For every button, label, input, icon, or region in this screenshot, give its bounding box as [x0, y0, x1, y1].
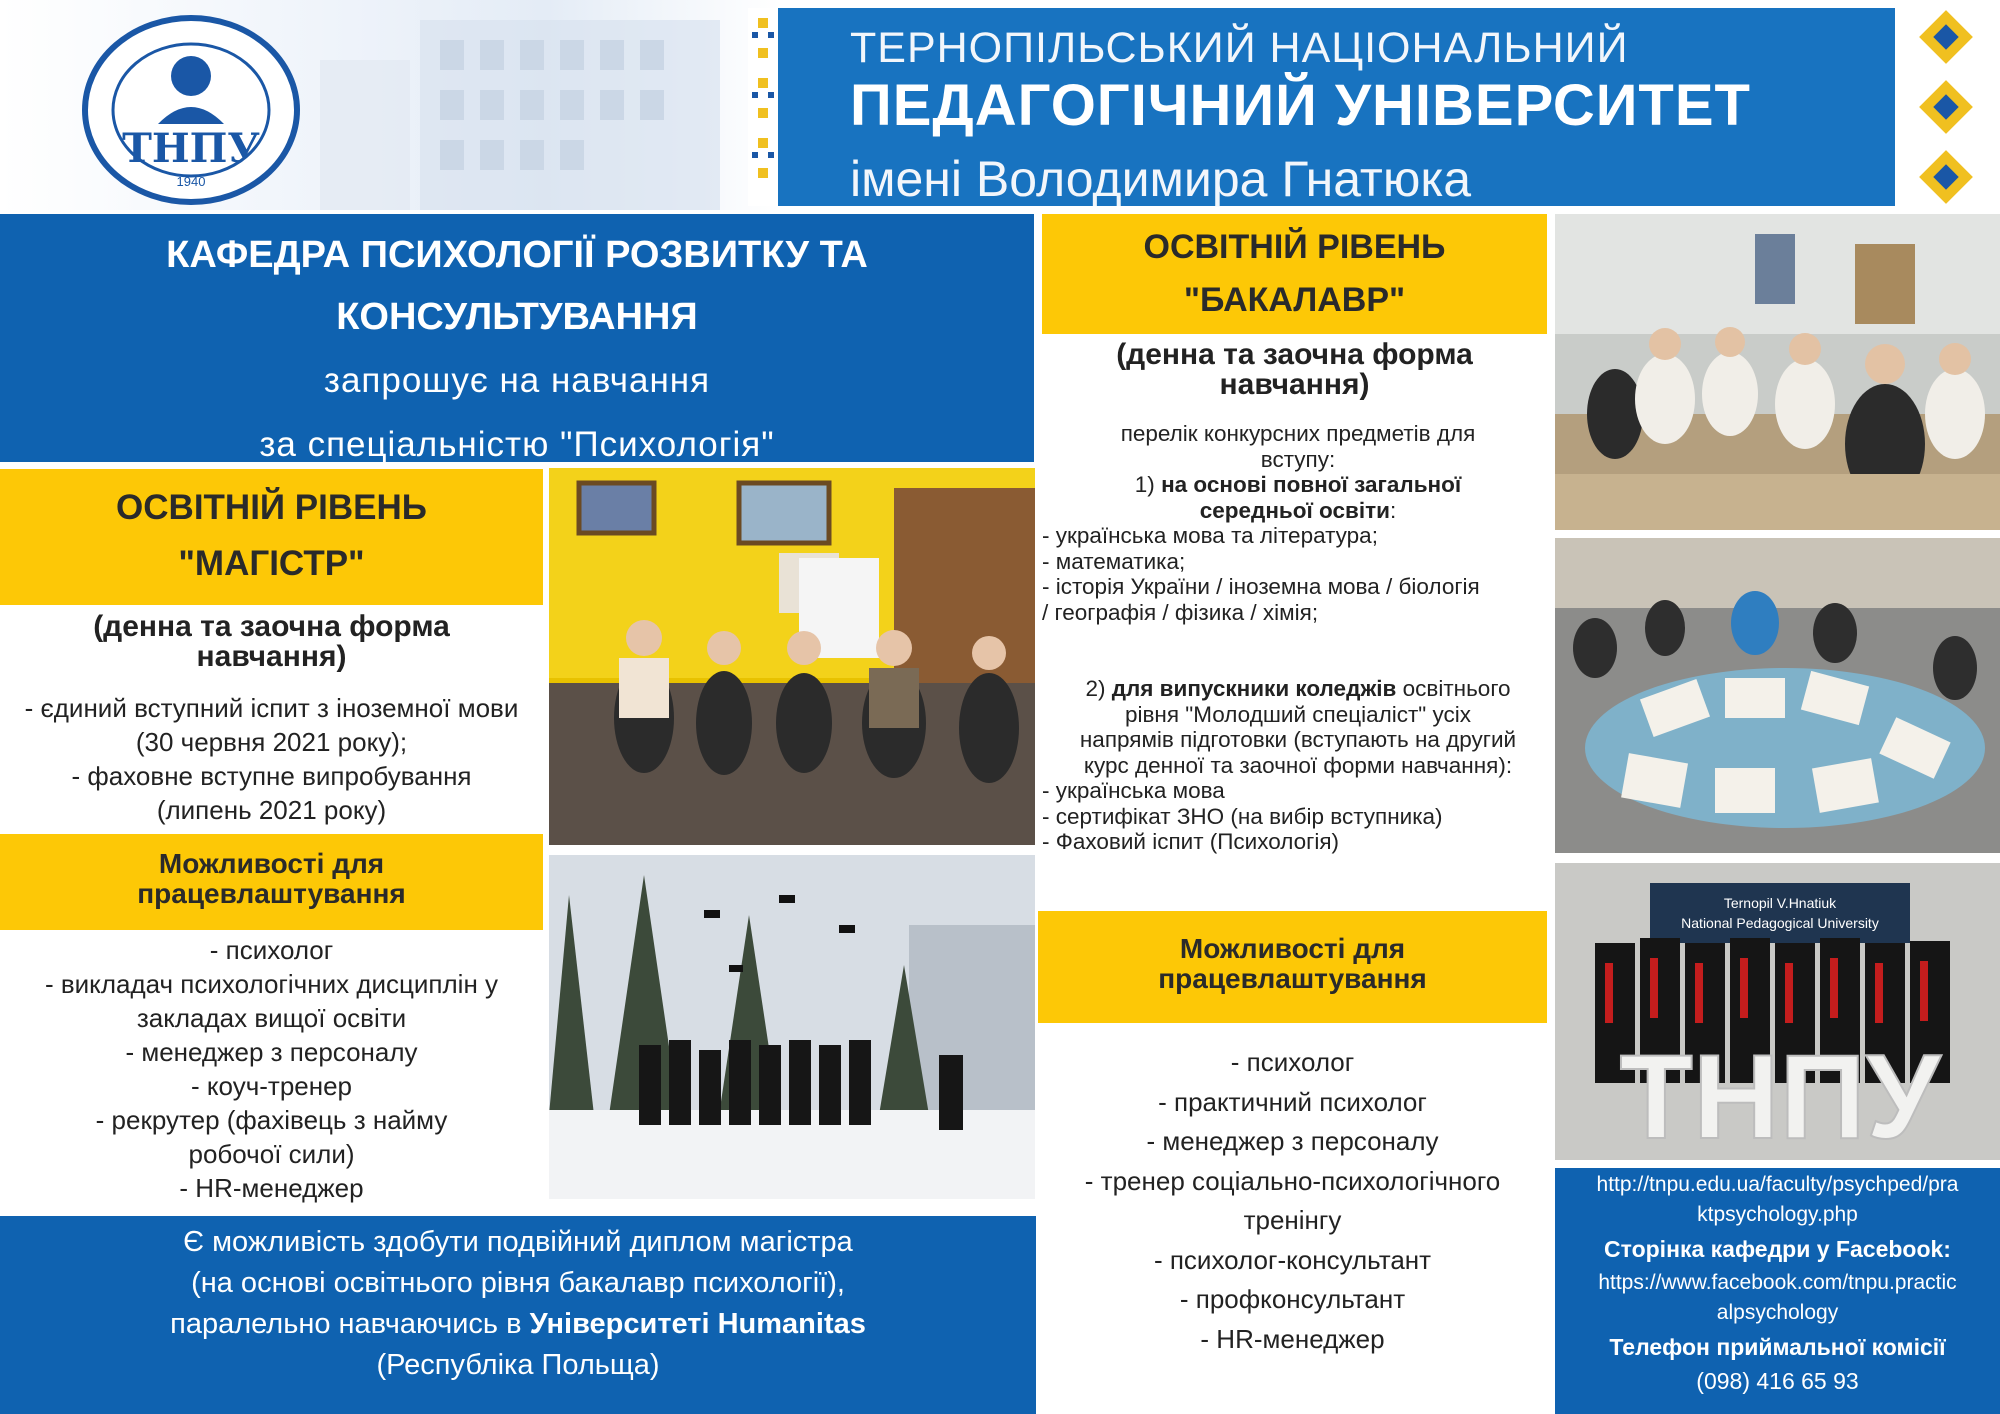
bachelor-careers-list — [1038, 1043, 1547, 1359]
bachelor-form-line1: (денна та заочна форма — [1116, 338, 1473, 371]
subject-item: / географія / фізика / хімія; — [1042, 599, 1319, 625]
bachelor-level-title — [1042, 214, 1547, 334]
bachelor-title-line2: "БАКАЛАВР" — [1183, 281, 1406, 319]
spacer — [1042, 625, 1554, 676]
master-careers-title-line2: працевлаштування — [137, 878, 406, 909]
photo-graduates-snow — [549, 855, 1035, 1199]
master-career-item: - психолог — [209, 935, 334, 965]
bachelor-career-item: - практичний психолог — [1158, 1086, 1427, 1117]
subject-item: - історія України / іноземна мова / біологія — [1042, 574, 1480, 599]
contacts-block — [1555, 1168, 2000, 1414]
bachelor-career-item: - тренер соціально-психологічного — [1084, 1165, 1501, 1196]
bachelor-form-note — [1042, 340, 1547, 400]
facebook-link[interactable] — [1555, 1268, 2000, 1328]
phone-number[interactable]: (098) 416 65 93 — [1696, 1368, 1859, 1394]
master-career-item: - коуч-тренер — [190, 1071, 353, 1101]
basis1-bold-line2: середньої освіти — [1199, 497, 1390, 523]
master-career-item: закладах вищої освіти — [136, 1003, 407, 1033]
website-url-line2[interactable]: ktpsychology.php — [1697, 1203, 1858, 1226]
tnpu-letters-sign: ТНПУ — [1619, 1030, 1941, 1160]
bachelor-title-line1: ОСВІТНІЙ РІВЕНЬ — [1143, 228, 1446, 266]
phone-title: Телефон приймальної комісії — [1609, 1334, 1946, 1360]
basis1-bold-line1: на основі повної загальної — [1161, 472, 1462, 497]
master-level-title — [0, 469, 543, 605]
master-form-line2: навчання) — [196, 640, 347, 673]
double-diploma-block — [0, 1216, 1036, 1414]
basis2-rest: освітнього — [1396, 676, 1511, 701]
ornament-right — [1895, 8, 1997, 206]
photo-classroom — [1555, 214, 2000, 530]
subject-item: - Фаховий іспит (Психологія) — [1042, 829, 1340, 854]
subjects-intro-line2: вступу: — [1260, 446, 1336, 472]
basis2-line1 — [1042, 676, 1554, 702]
master-req-item: - єдиний вступний іспит з іноземної мови — [24, 693, 519, 723]
basis1-suffix: : — [1389, 497, 1397, 523]
basis1-line1 — [1042, 472, 1554, 498]
double-diploma-line3 — [0, 1304, 1036, 1345]
double-diploma-line1: Є можливість здобути подвійний диплом магістра — [183, 1226, 853, 1258]
bachelor-career-item: - психолог-консультант — [1153, 1244, 1432, 1275]
basis1-prefix: 1) — [1134, 472, 1162, 497]
department-title-line2: КОНСУЛЬТУВАННЯ — [336, 296, 698, 338]
photo-graduates-tnpu-letters — [1555, 863, 2000, 1160]
master-form-line1: (денна та заочна форма — [93, 610, 450, 643]
master-careers-title — [0, 834, 543, 930]
university-name-line2: ПЕДАГОГІЧНИЙ УНІВЕРСИТЕТ — [850, 73, 1751, 138]
facebook-url-line1[interactable]: https://www.facebook.com/tnpu.practic — [1598, 1271, 1957, 1294]
bachelor-career-item: - психолог — [1230, 1047, 1355, 1077]
university-name-line1: ТЕРНОПІЛЬСЬКИЙ НАЦІОНАЛЬНИЙ — [850, 24, 1629, 72]
master-title-line1: ОСВІТНІЙ РІВЕНЬ — [116, 488, 427, 527]
master-careers-title-line1: Можливості для — [158, 848, 385, 879]
subjects-intro-line1: перелік конкурсних предметів для — [1120, 421, 1476, 446]
master-requirements — [0, 691, 553, 827]
master-req-item: (30 червня 2021 року); — [135, 727, 408, 757]
basis2-prefix: 2) — [1085, 676, 1112, 701]
invite-line2: за спеціальністю "Психологія" — [259, 425, 775, 464]
bachelor-career-item: - менеджер з персоналу — [1146, 1126, 1439, 1156]
bachelor-career-item: - HR-менеджер — [1200, 1323, 1385, 1354]
humanitas-university: Університеті Humanitas — [529, 1308, 866, 1340]
logo-year: 1940 — [176, 174, 206, 189]
basis2-line4: курс денної та заочної форми навчання): — [1083, 752, 1513, 778]
university-logo — [80, 14, 302, 206]
master-career-item: - HR-менеджер — [179, 1173, 364, 1203]
photo-seminar-circle — [549, 468, 1035, 845]
master-careers-list — [0, 933, 543, 1205]
subject-item: - українська мова — [1042, 778, 1225, 803]
department-intro — [0, 214, 1034, 462]
bachelor-career-item: - профконсультант — [1179, 1284, 1406, 1314]
master-career-item: - рекрутер (фахівець з найму — [95, 1105, 448, 1135]
subject-item: - математика; — [1042, 548, 1186, 574]
basis2-bold: для випускники коледжів — [1111, 676, 1397, 701]
subject-item: - сертифікат ЗНО (на вибір вступника) — [1042, 803, 1443, 829]
master-career-item: - менеджер з персоналу — [125, 1037, 418, 1067]
facebook-url-line2[interactable]: alpsychology — [1716, 1301, 1839, 1324]
basis2-line3: напрямів підготовки (вступають на другий — [1079, 727, 1517, 752]
photo-floor-workshop — [1555, 538, 2000, 853]
basis1-line2 — [1042, 498, 1554, 524]
ornament-strip-left — [748, 8, 778, 206]
double-diploma-line4: (Республіка Польща) — [376, 1349, 660, 1381]
master-title-line2: "МАГІСТР" — [178, 544, 365, 583]
banner-sign-line1: Ternopil V.Hnatiuk — [1723, 895, 1837, 911]
website-link[interactable] — [1555, 1170, 2000, 1230]
facebook-title: Сторінка кафедри у Facebook: — [1604, 1236, 1951, 1262]
master-req-item: - фаховне вступне випробування — [71, 761, 472, 791]
subject-item: - українська мова та література; — [1042, 523, 1378, 548]
master-form-note — [0, 612, 543, 672]
bachelor-form-line2: навчання) — [1219, 368, 1370, 401]
bachelor-subjects — [1042, 421, 1554, 855]
website-url-line1[interactable]: http://tnpu.edu.ua/faculty/psychped/pra — [1596, 1173, 1959, 1196]
bachelor-careers-title-line2: працевлаштування — [1158, 963, 1427, 994]
master-req-item: (липень 2021 року) — [156, 795, 387, 825]
bachelor-careers-title — [1038, 911, 1547, 1023]
basis2-line2: рівня "Молодший спеціаліст" усіх — [1124, 701, 1472, 727]
double-diploma-line3-prefix: паралельно навчаючись в — [170, 1308, 530, 1340]
bachelor-careers-title-line1: Можливості для — [1179, 933, 1406, 964]
invite-line1: запрошує на навчання — [323, 361, 711, 400]
double-diploma-line2: (на основі освітнього рівня бакалавр психології), — [191, 1267, 845, 1299]
department-title-line1: КАФЕДРА ПСИХОЛОГІЇ РОЗВИТКУ ТА — [166, 234, 868, 276]
master-career-item: - викладач психологічних дисциплін у — [44, 969, 499, 999]
logo-text: ТНПУ — [122, 125, 260, 172]
master-career-item: робочої сили) — [188, 1139, 355, 1169]
bachelor-career-item: тренінгу — [1243, 1205, 1342, 1235]
university-name-line3: імені Володимира Гнатюка — [850, 151, 1472, 207]
banner-sign-line2: National Pedagogical University — [1681, 915, 1879, 931]
